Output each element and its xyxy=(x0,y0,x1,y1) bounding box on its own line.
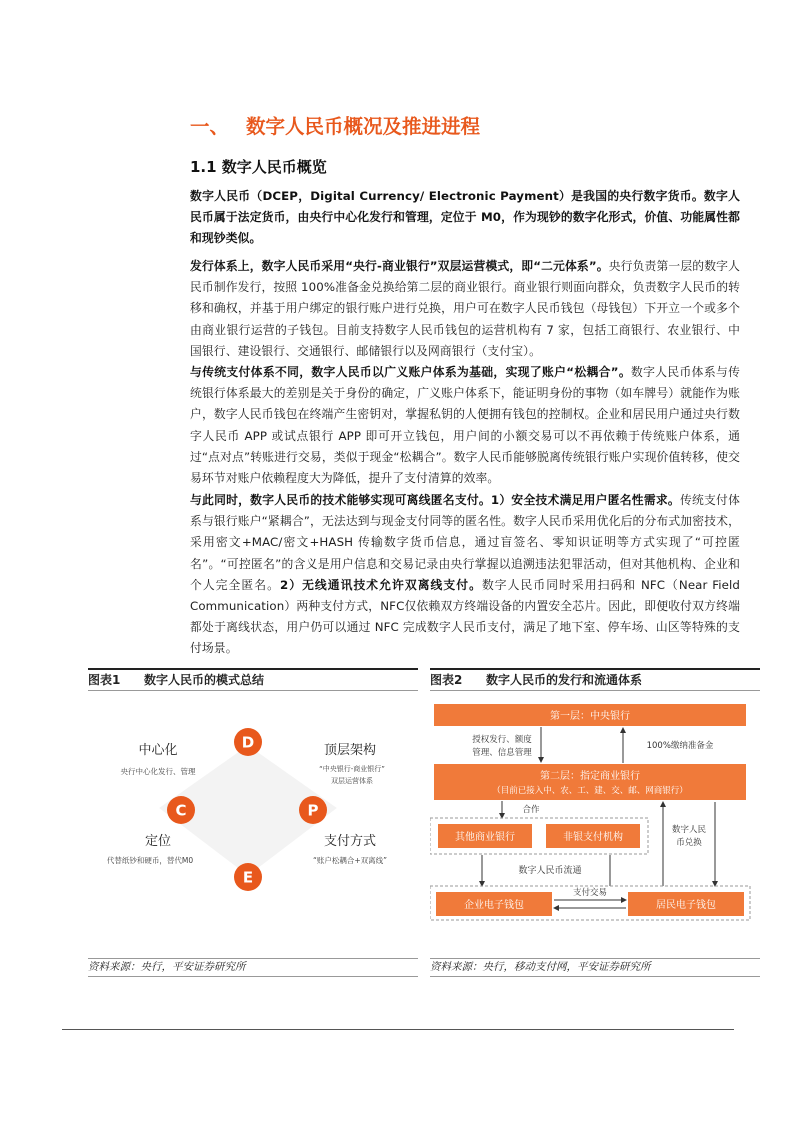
resident-wallet-label: 居民电子钱包 xyxy=(656,900,716,911)
reserve-text: 100%缴纳准备金 xyxy=(646,741,714,751)
quadrant-tr-title: 顶层架构 xyxy=(323,743,377,758)
section-title: 数字人民币概况及推进进程 xyxy=(246,115,481,138)
paragraph-body: 央行负责第一层的数字人民币制作发行，按照 100%准备金兑换给第二层的商业银行。商业银行则面向群众，负责数字人民币的转移和确权，并基于用户绑定的银行账户进行兑换，用户可在数字人民币钱包（母钱包）下开立一个或多个由商业银行运营的子钱包。目前支持数字人民币钱包的运营机构有 7 家，包括工商银行、农业银行、中国银行、建设银行、交通银行、邮储银行以及网商银行（支付宝）。 xyxy=(190,259,740,358)
section-number: 一、 xyxy=(190,115,230,138)
letter-d: D xyxy=(241,733,255,752)
paragraph-body: 传统支付体系与银行账户“紧耦合”，无法达到与现金支付同等的匿名性。数字人民币采用优化后的分布式加密技术，采用密文+MAC/密文+HASH 传输数字货币信息，通过盲签名、零知识证明等方式实现了“可控匿名”。“可控匿名”的含义是用户信息和交易记录由央行掌握以追溯违法犯罪活动，但对其他机构、企业和个人完全匿名。 xyxy=(190,493,740,592)
paragraph-body: 数字人民币体系与传统银行体系最大的差别是关于身份的确定，广义账户体系下，能证明身份的事物（如车牌号）就能作为账户，数字人民币钱包在终端产生密钥对，掌握私钥的人便拥有钱包的控制权。企业和居民用户通过央行数字人民币 APP 或试点银行 APP 即可开立钱包，用户间的小额交易可以不再依赖于传统账户体系，通过“点对点”转账进行交易，类似于现金“松耦合”。数字人民币能够脱离传统银行账户实现价值转移，使交易环节对账户依赖程度大为降低，提升了支付清算的效率。 xyxy=(190,365,740,486)
figure2-source: 资料来源：央行，移动支付网，平安证券研究所 xyxy=(430,958,760,977)
quadrant-br-desc: “账户松耦合+双离线” xyxy=(312,856,388,865)
paragraph-lead: 与此同时，数字人民币的技术能够实现可离线匿名支付。1）安全技术满足用户匿名性需求。 xyxy=(190,493,680,507)
section-heading xyxy=(190,111,480,139)
figure1-diagram xyxy=(88,690,418,956)
paragraph-issuance xyxy=(190,256,740,362)
quadrant-tr-desc1: “中央银行-商业银行” xyxy=(319,765,385,773)
quadrant-tr-desc2: 双层运营体系 xyxy=(331,777,373,785)
exchange-text-2: 币兑换 xyxy=(676,838,702,848)
layer2-label: 第二层：指定商业银行 xyxy=(540,771,640,782)
paragraph-offline xyxy=(190,490,740,660)
letter-e: E xyxy=(242,868,254,887)
paragraph-lead: 发行体系上，数字人民币采用“央行-商业银行”双层运营模式，即“二元体系”。 xyxy=(190,259,609,273)
auth-text-2: 管理、信息管理 xyxy=(472,748,532,758)
exchange-text-1: 数字人民 xyxy=(671,825,707,835)
enterprise-wallet-label: 企业电子钱包 xyxy=(464,900,524,911)
figure1-label: 图表1 xyxy=(88,673,121,687)
paragraph-lead: 与传统支付体系不同，数字人民币以广义账户体系为基础，实现了账户“松耦合”。 xyxy=(190,365,631,379)
layer2-sub: （目前已接入中、农、工、建、交、邮、网商银行） xyxy=(492,786,688,796)
figure1-title-bar xyxy=(88,668,418,691)
letter-p: P xyxy=(307,801,319,820)
quadrant-bl-desc: 代替纸钞和硬币，替代M0 xyxy=(106,856,194,865)
non-bank-label: 非银支付机构 xyxy=(563,832,623,843)
figure2-diagram xyxy=(430,690,760,956)
quadrant-br-title: 支付方式 xyxy=(323,834,377,849)
circulation-text: 数字人民币流通 xyxy=(518,866,582,876)
figure2-label: 图表2 xyxy=(430,673,463,687)
paragraph-lead-2: 2）无线通讯技术允许双离线支付。 xyxy=(279,577,482,592)
figure2-title-bar xyxy=(430,668,760,691)
figure2-title: 数字人民币的发行和流通体系 xyxy=(486,673,643,687)
paragraph-body-2: 数字人民币同时采用扫码和 NFC（Near Field Communication）两种支付方式，NFC仅依赖双方终端设备的内置安全芯片。因此，即便收付双方终端都处于离线状态，用户仍可以通过 NFC 完成数字人民币支付，满足了地下室、停车场、山区等特殊的支付场景。 xyxy=(190,577,740,656)
figure1-source: 资料来源：央行，平安证券研究所 xyxy=(88,958,418,977)
letter-c: C xyxy=(175,801,187,820)
cooperate-text: 合作 xyxy=(522,805,540,815)
other-bank-label: 其他商业银行 xyxy=(455,832,515,843)
paragraph-lead: 数字人民币（DCEP，Digital Currency/ Electronic Payment）是我国的央行数字货币。数字人民币属于法定货币，由央行中心化发行和管理，定位于 M0，作为现钞的数字化形式，价值、功能属性都和现钞类似。 xyxy=(190,189,740,246)
quadrant-bl-title: 定位 xyxy=(144,834,172,849)
auth-text-1: 授权发行、额度 xyxy=(472,735,532,745)
payment-text: 支付交易 xyxy=(572,888,608,898)
paragraph-account xyxy=(190,362,740,489)
figure1-title: 数字人民币的模式总结 xyxy=(144,673,265,687)
footer-divider xyxy=(62,1029,734,1030)
layer1-label: 第一层：中央银行 xyxy=(550,711,630,722)
quadrant-tl-title: 中心化 xyxy=(138,743,178,758)
quadrant-tl-desc: 央行中心化发行、管理 xyxy=(120,767,196,776)
paragraph-overview xyxy=(190,186,740,250)
subsection-heading: 1.1 数字人民币概览 xyxy=(190,158,327,176)
